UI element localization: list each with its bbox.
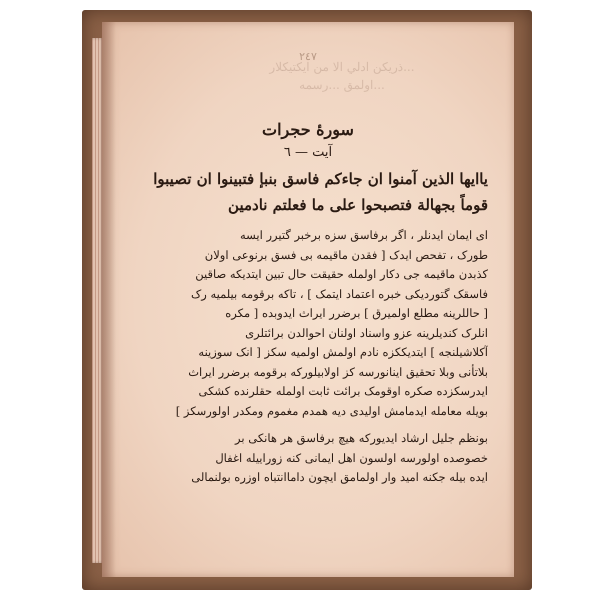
verse-quote <box>128 166 488 218</box>
page-text <box>128 120 488 488</box>
bleed-line: ...اولمق ...رسمه <box>299 78 385 92</box>
body-line: بویله معامله ایدمامش اولیدی دیه همدم مغموم ومکدر اولورسکز ] <box>175 403 488 418</box>
body-line: فاسقک گتوردیکی خبره اعتماد ایتمک ] ، تاکه برقومه بیلمیه رک <box>190 286 488 301</box>
bleed-line: ...ذریكن ادلي الا من ايكتيكلار <box>269 60 415 74</box>
body-line: بونظم جلیل ارشاد ایدیورکه هیچ برفاسق هر هانکی بر <box>235 431 488 445</box>
body-line: کذبدن ماقیمه جی دکار اولمله حقیقت حال تبین ایتدیکه صاقین <box>195 267 488 281</box>
quote-line: یاایها الذین آمنوا ان جاءکم فاسق بنبإ فتبینوا ان تصیبوا <box>153 170 488 188</box>
body-line: خصوصده اولورسه اولسون اهل ایمانی کنه زوراییله اغفال <box>215 450 488 465</box>
body-line: آکلاشیلنجه ] ایتدیککزه نادم اولمش اولمیه سکز [ انک سوزینه <box>198 345 488 359</box>
chapter-title: سورهٔ حجرات <box>262 120 354 139</box>
verse-label: آیت — ٦ <box>283 145 333 160</box>
quote-line: قوماً بجهالة فتصبحوا علی ما فعلتم نادمین <box>228 196 488 214</box>
body-line: ایدرسکزده صکره اوقومک برائت ثابت اولمله حقلرنده کشکی <box>198 384 488 398</box>
page-gutter-shadow <box>102 22 116 577</box>
paragraph-commentary <box>128 226 488 421</box>
body-line: [ حاللرینه مطلع اولمیرق ] برضرر ایراث ایدوبده [ مکره <box>225 306 488 320</box>
book-page <box>102 22 514 577</box>
bleed-through-text <box>212 58 472 110</box>
page-number: ٢٤٧ <box>299 50 317 63</box>
body-line: ایده بیله جکنه امید وار اولمامق ایچون داماانتباه اوزره بولنمالی <box>191 470 488 484</box>
paragraph-explanation <box>128 429 488 488</box>
body-line: ای ایمان ایدنلر ، اگر برفاسق سزه برخبر گتیرر ایسه <box>240 228 488 242</box>
body-line: طورک ، تفحص ایدک [ فقدن ماقیمه بی فسق برنوعی اولان <box>204 247 488 262</box>
body-line: بلاتأنی وبلا تحقیق اینانورسه کز اولابیلورکه برقومه برضرر ایراث <box>188 364 488 379</box>
body-line: انلرک کندیلرینه عزو واسناد اولنان احوالدن برائتلری <box>245 325 488 340</box>
